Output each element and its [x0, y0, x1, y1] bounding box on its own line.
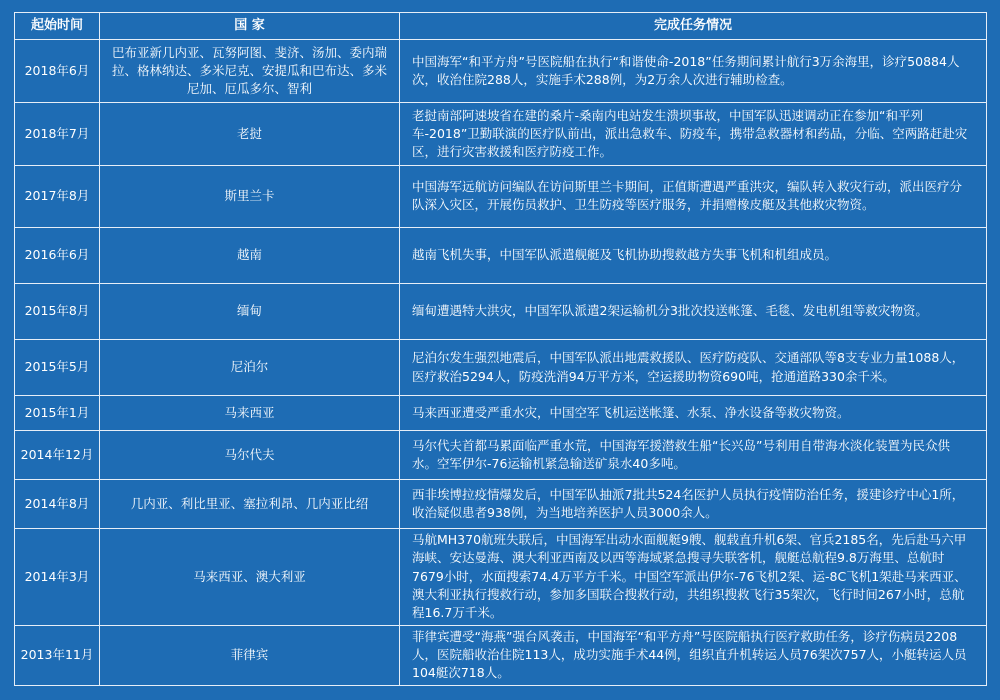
cell-date: 2018年7月: [15, 102, 100, 165]
table-row: [15, 102, 987, 165]
cell-date: 2015年5月: [15, 339, 100, 396]
cell-date: 2018年6月: [15, 40, 100, 103]
table-row: [15, 528, 987, 625]
cell-date: 2015年8月: [15, 283, 100, 339]
table-row: [15, 227, 987, 283]
cell-description: 老挝南部阿速坡省在建的桑片-桑南内电站发生溃坝事故，中国军队迅速调动正在参加“和平列车-2018”卫勤联演的医疗队前出，派出急救车、防疫车，携带急救器材和药品，分临、空两路赶赴灾区，进行灾害救援和医疗防疫工作。: [400, 102, 987, 165]
cell-date: 2014年3月: [15, 528, 100, 625]
cell-country: 菲律宾: [100, 625, 400, 685]
header-start-time: 起始时间: [15, 13, 100, 40]
table-row: [15, 479, 987, 528]
cell-description: 中国海军“和平方舟”号医院船在执行“和谐使命-2018”任务期间累计航行3万余海里，诊疗50884人次，收治住院288人，实施手术288例，为2万余人次进行辅助检查。: [400, 40, 987, 103]
table-header-row: [15, 13, 987, 40]
cell-description: 马来西亚遭受严重水灾，中国空军飞机运送帐篷、水泵、净水设备等救灾物资。: [400, 396, 987, 431]
table-row: [15, 40, 987, 103]
header-country: 国 家: [100, 13, 400, 40]
cell-description: 越南飞机失事，中国军队派遣舰艇及飞机协助搜救越方失事飞机和机组成员。: [400, 227, 987, 283]
table-row: [15, 431, 987, 480]
cell-country: 几内亚、利比里亚、塞拉利昂、几内亚比绍: [100, 479, 400, 528]
cell-country: 老挝: [100, 102, 400, 165]
cell-country: 马来西亚、澳大利亚: [100, 528, 400, 625]
cell-description: 马尔代夫首都马累面临严重水荒，中国海军援潜救生船“长兴岛”号利用自带海水淡化装置为民众供水。空军伊尔-76运输机紧急输送矿泉水40多吨。: [400, 431, 987, 480]
aid-missions-table-frame: [14, 12, 986, 686]
cell-description: 西非埃博拉疫情爆发后，中国军队抽派7批共524名医护人员执行疫情防治任务，援建诊疗中心1所，收治疑似患者938例，为当地培养医护人员3000余人。: [400, 479, 987, 528]
table-row: [15, 339, 987, 396]
cell-description: 中国海军远航访问编队在访问斯里兰卡期间，正值斯遭遇严重洪灾，编队转入救灾行动，派出医疗分队深入灾区，开展伤员救护、卫生防疫等医疗服务，并捐赠橡皮艇及其他救灾物资。: [400, 165, 987, 227]
cell-description: 尼泊尔发生强烈地震后，中国军队派出地震救援队、医疗防疫队、交通部队等8支专业力量1088人，医疗救治5294人，防疫洗消94万平方米，空运援助物资690吨，抢通道路330余千米。: [400, 339, 987, 396]
header-mission-summary: 完成任务情况: [400, 13, 987, 40]
cell-country: 斯里兰卡: [100, 165, 400, 227]
cell-description: 马航MH370航班失联后，中国海军出动水面舰艇9艘、舰载直升机6架、官兵2185名，先后赴马六甲海峡、安达曼海、澳大利亚西南及以西等海域紧急搜寻失联客机，舰艇总航程9.8万海里、总航时7679小时，水面搜索74.4万平方千米。中国空军派出伊尔-76飞机2架、运-8C飞机1架赴马来西亚、澳大利亚执行搜救行动，参加多国联合搜救行动，共组织搜救飞行35架次，飞行时间267小时，总航程16.7万千米。: [400, 528, 987, 625]
cell-date: 2015年1月: [15, 396, 100, 431]
table-row: [15, 283, 987, 339]
cell-date: 2016年6月: [15, 227, 100, 283]
cell-country: 尼泊尔: [100, 339, 400, 396]
cell-date: 2014年8月: [15, 479, 100, 528]
cell-country: 马来西亚: [100, 396, 400, 431]
table-row: [15, 625, 987, 685]
cell-description: 缅甸遭遇特大洪灾，中国军队派遣2架运输机分3批次投送帐篷、毛毯、发电机组等救灾物资。: [400, 283, 987, 339]
cell-date: 2014年12月: [15, 431, 100, 480]
cell-country: 马尔代夫: [100, 431, 400, 480]
aid-missions-table: [14, 12, 987, 686]
cell-description: 菲律宾遭受“海燕”强台风袭击，中国海军“和平方舟”号医院船执行医疗救助任务，诊疗伤病员2208人，医院船收治住院113人，成功实施手术44例，组织直升机转运人员76架次757人，小艇转运人员104艇次718人。: [400, 625, 987, 685]
cell-date: 2017年8月: [15, 165, 100, 227]
table-row: [15, 396, 987, 431]
table-row: [15, 165, 987, 227]
cell-country: 巴布亚新几内亚、瓦努阿图、斐济、汤加、委内瑞拉、格林纳达、多米尼克、安提瓜和巴布达、多米尼加、厄瓜多尔、智利: [100, 40, 400, 103]
cell-date: 2013年11月: [15, 625, 100, 685]
cell-country: 越南: [100, 227, 400, 283]
cell-country: 缅甸: [100, 283, 400, 339]
